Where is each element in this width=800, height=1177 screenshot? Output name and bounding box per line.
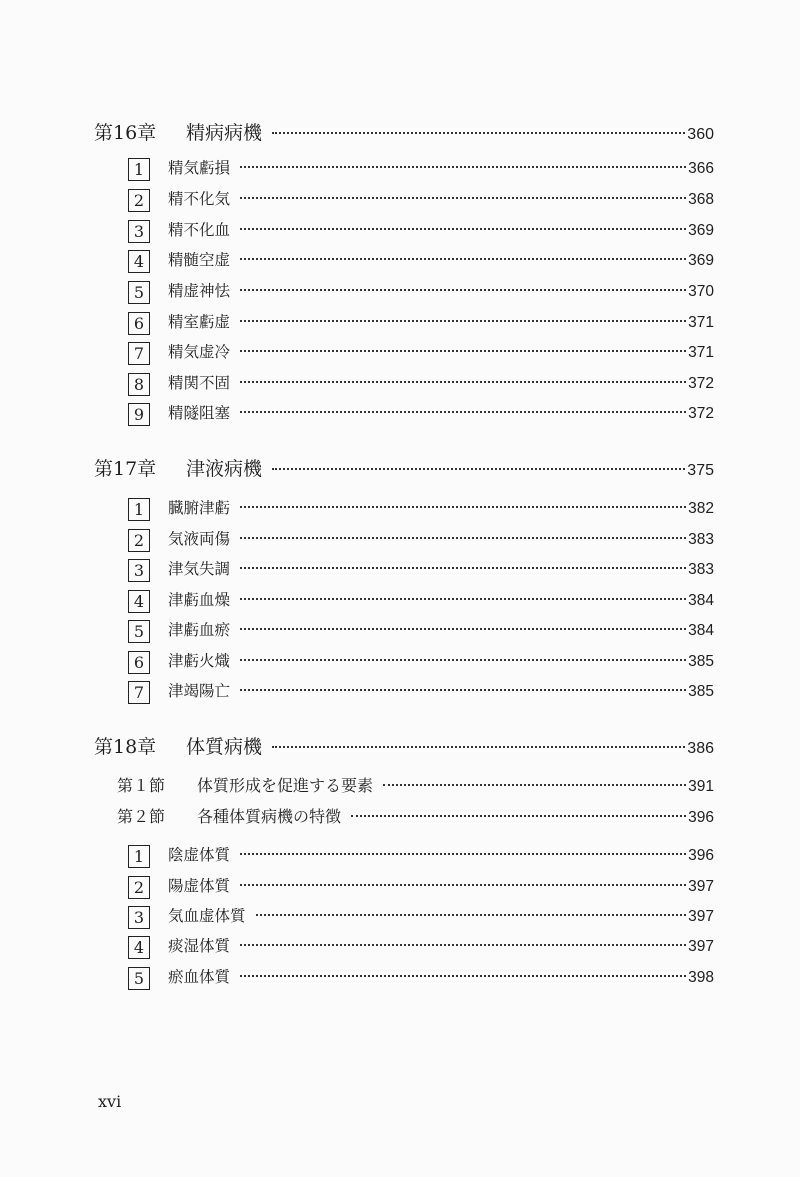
toc-item[interactable] xyxy=(128,279,714,302)
item-number-box: 1 xyxy=(128,845,150,868)
chapter-number: 第16章 xyxy=(94,122,157,144)
page-number: 370 xyxy=(688,283,714,300)
page-number: 382 xyxy=(688,500,714,517)
item-number-box: 2 xyxy=(128,529,150,552)
toc-item[interactable] xyxy=(128,371,714,394)
page-number: 385 xyxy=(688,683,714,700)
item-number-box: 7 xyxy=(128,342,150,365)
item-number-box: 9 xyxy=(128,403,150,426)
chapter-number: 第18章 xyxy=(94,736,157,758)
item-number-box: 2 xyxy=(128,189,150,212)
page-number: 371 xyxy=(688,314,714,331)
item-title: 津竭陽亡 xyxy=(168,682,231,700)
toc-section[interactable] xyxy=(117,773,714,796)
page-number: 396 xyxy=(688,809,714,826)
item-number-box: 3 xyxy=(128,559,150,582)
toc-item[interactable] xyxy=(128,496,714,519)
page-number: 383 xyxy=(688,561,714,578)
dot-leader xyxy=(351,815,686,817)
page-number: 384 xyxy=(688,592,714,609)
item-title: 津虧火熾 xyxy=(168,652,231,670)
page-number: 385 xyxy=(688,653,714,670)
section-number: 第２節 xyxy=(117,807,166,826)
item-title: 精不化血 xyxy=(168,221,231,239)
item-title: 精室虧虚 xyxy=(168,313,231,331)
section-title: 体質形成を促進する要素 xyxy=(197,776,374,795)
toc-item[interactable] xyxy=(128,187,714,210)
toc-chapter-16[interactable] xyxy=(94,118,714,145)
item-number-box: 4 xyxy=(128,590,150,613)
toc-item[interactable] xyxy=(128,618,714,641)
item-title: 津気失調 xyxy=(168,560,231,578)
toc-item[interactable] xyxy=(128,904,714,927)
dot-leader xyxy=(240,975,686,977)
item-title: 精関不固 xyxy=(168,374,231,392)
item-number-box: 1 xyxy=(128,498,150,521)
toc-section[interactable] xyxy=(117,804,714,827)
toc-item[interactable] xyxy=(128,588,714,611)
dot-leader xyxy=(272,132,685,134)
item-title: 精不化気 xyxy=(168,190,231,208)
dot-leader xyxy=(240,884,686,886)
dot-leader xyxy=(240,166,686,168)
item-title: 精隧阻塞 xyxy=(168,404,231,422)
dot-leader xyxy=(240,506,686,508)
page-number: 372 xyxy=(688,405,714,422)
item-number-box: 3 xyxy=(128,906,150,929)
dot-leader xyxy=(240,320,686,322)
toc-item[interactable] xyxy=(128,527,714,550)
page-number: 391 xyxy=(688,778,714,795)
toc-item[interactable] xyxy=(128,401,714,424)
page-number: 383 xyxy=(688,531,714,548)
dot-leader xyxy=(272,468,685,470)
item-title: 陽虚体質 xyxy=(168,877,231,895)
page-number: 369 xyxy=(688,252,714,269)
item-number-box: 4 xyxy=(128,250,150,273)
dot-leader xyxy=(272,746,685,748)
page-folio: xvi xyxy=(98,1092,122,1111)
page-number: 368 xyxy=(688,191,714,208)
chapter-title: 精病病機 xyxy=(186,122,263,144)
chapter-title: 体質病機 xyxy=(186,736,263,758)
dot-leader xyxy=(240,689,686,691)
item-title: 精気虧損 xyxy=(168,159,231,177)
item-number-box: 8 xyxy=(128,373,150,396)
dot-leader xyxy=(240,289,686,291)
toc-item[interactable] xyxy=(128,340,714,363)
item-title: 気液両傷 xyxy=(168,530,231,548)
toc-item[interactable] xyxy=(128,679,714,702)
toc-item[interactable] xyxy=(128,965,714,988)
chapter-title: 津液病機 xyxy=(186,458,263,480)
toc-item[interactable] xyxy=(128,874,714,897)
dot-leader xyxy=(240,537,686,539)
item-number-box: 1 xyxy=(128,158,150,181)
item-number-box: 4 xyxy=(128,936,150,959)
item-number-box: 5 xyxy=(128,967,150,990)
toc-item[interactable] xyxy=(128,649,714,672)
item-number-box: 5 xyxy=(128,281,150,304)
dot-leader xyxy=(240,944,686,946)
dot-leader xyxy=(240,258,686,260)
page-number: 360 xyxy=(687,126,714,143)
item-number-box: 3 xyxy=(128,220,150,243)
toc-item[interactable] xyxy=(128,310,714,333)
toc-item[interactable] xyxy=(128,218,714,241)
dot-leader xyxy=(240,411,686,413)
page-number: 397 xyxy=(688,878,714,895)
chapter-number: 第17章 xyxy=(94,458,157,480)
page-number: 369 xyxy=(688,222,714,239)
dot-leader xyxy=(256,914,687,916)
page-number: 398 xyxy=(688,969,714,986)
toc-chapter-17[interactable] xyxy=(94,454,714,481)
dot-leader xyxy=(240,197,686,199)
item-title: 気血虚体質 xyxy=(168,907,246,925)
page-number: 397 xyxy=(688,908,714,925)
page-number: 397 xyxy=(688,938,714,955)
page-number: 366 xyxy=(688,160,714,177)
page-number: 375 xyxy=(687,462,714,479)
dot-leader xyxy=(240,567,686,569)
page-number: 372 xyxy=(688,375,714,392)
dot-leader xyxy=(240,350,686,352)
item-title: 津虧血瘀 xyxy=(168,621,231,639)
item-title: 精髄空虚 xyxy=(168,251,231,269)
toc-chapter-18[interactable] xyxy=(94,732,714,759)
dot-leader xyxy=(240,598,686,600)
toc-item[interactable] xyxy=(128,843,714,866)
item-number-box: 6 xyxy=(128,312,150,335)
toc-item[interactable] xyxy=(128,248,714,271)
dot-leader xyxy=(240,659,686,661)
dot-leader xyxy=(240,228,686,230)
item-title: 精虚神怯 xyxy=(168,282,231,300)
toc-item[interactable] xyxy=(128,557,714,580)
item-number-box: 6 xyxy=(128,651,150,674)
section-number: 第１節 xyxy=(117,776,166,795)
page-number: 396 xyxy=(688,847,714,864)
dot-leader xyxy=(240,381,686,383)
item-title: 瘀血体質 xyxy=(168,968,231,986)
dot-leader xyxy=(240,853,686,855)
item-title: 精気虚冷 xyxy=(168,343,231,361)
toc-item[interactable] xyxy=(128,156,714,179)
page-number: 386 xyxy=(687,740,714,757)
item-number-box: 2 xyxy=(128,876,150,899)
page-number: 384 xyxy=(688,622,714,639)
dot-leader xyxy=(240,628,686,630)
item-title: 痰湿体質 xyxy=(168,937,231,955)
page-number: 371 xyxy=(688,344,714,361)
item-number-box: 7 xyxy=(128,681,150,704)
item-title: 臓腑津虧 xyxy=(168,499,231,517)
item-title: 津虧血燥 xyxy=(168,591,231,609)
dot-leader xyxy=(383,784,686,786)
item-number-box: 5 xyxy=(128,620,150,643)
toc-item[interactable] xyxy=(128,934,714,957)
item-title: 陰虚体質 xyxy=(168,846,231,864)
section-title: 各種体質病機の特徴 xyxy=(197,807,342,826)
